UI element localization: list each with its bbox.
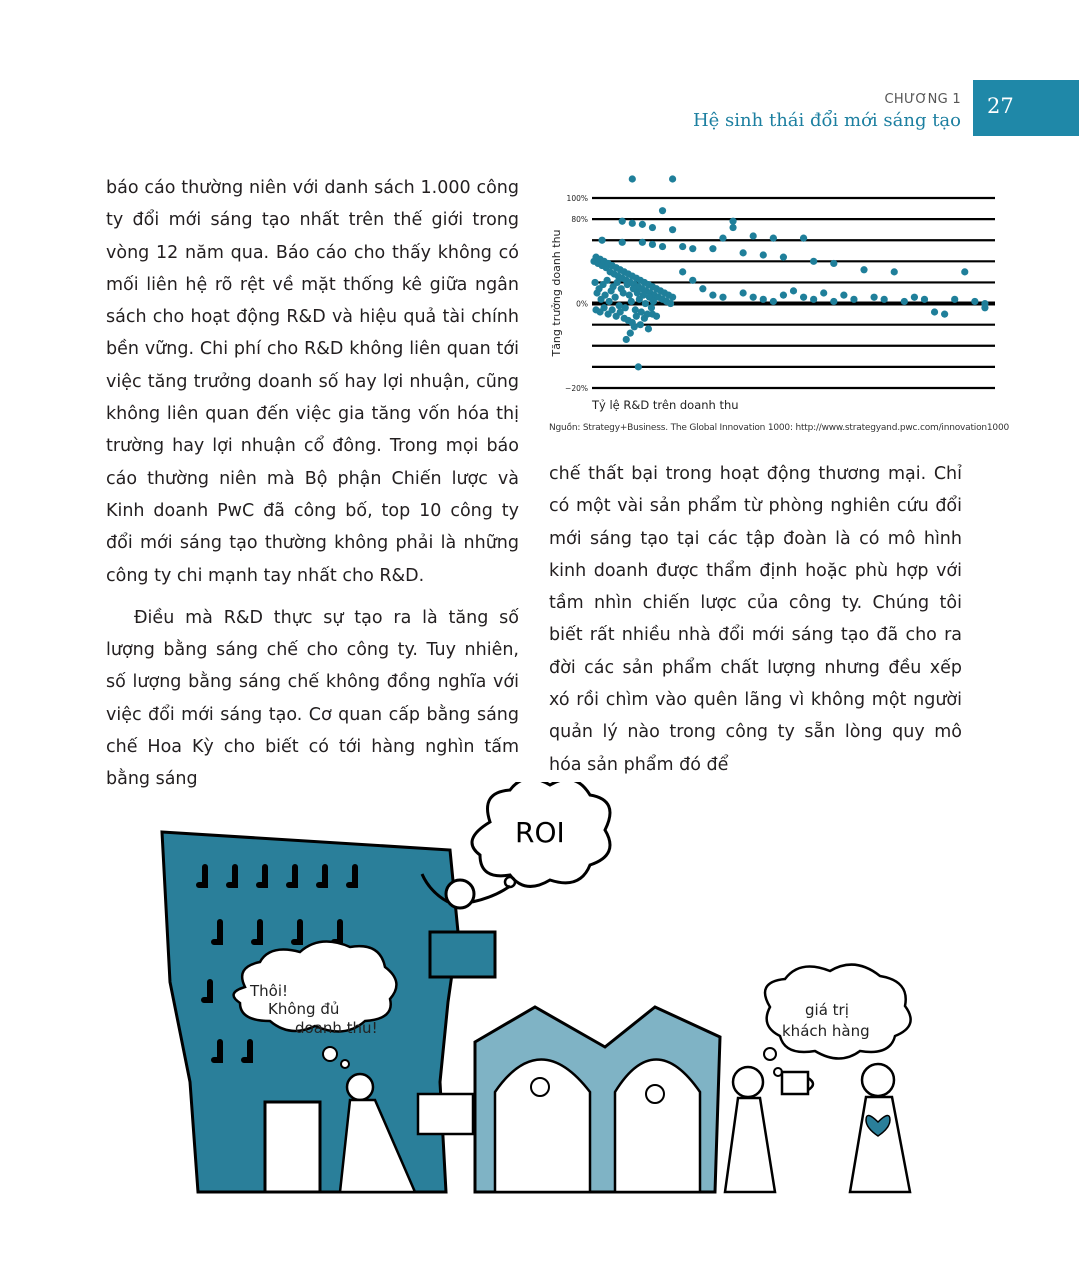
data-point [641,315,648,322]
data-point [635,363,642,370]
data-point [830,260,837,267]
data-point [667,300,674,307]
tent-arch-right [615,1060,700,1193]
page-number-tab [973,80,1079,136]
y-tick-label: 0% [576,299,588,309]
cloud-right-line2: khách hàng [782,1022,870,1040]
data-point [645,325,652,332]
roof-box [430,932,495,977]
data-point [719,294,726,301]
data-point [609,306,616,313]
data-point [614,279,621,286]
chapter-title: Hệ sinh thái đổi mới sáng tạo [692,110,961,131]
data-point [760,296,767,303]
y-tick-label: 100% [566,194,588,203]
data-point [642,300,649,307]
data-point [612,294,619,301]
data-point [648,304,655,311]
data-point [699,285,706,292]
data-point [639,221,646,228]
data-point [709,292,716,299]
data-point [628,298,635,305]
data-point [719,235,726,242]
data-point [709,245,716,252]
paragraph: chế thất bại trong hoạt động thương mại. Chỉ có một vài sản phẩm từ phòng nghiên cứu đổi mới sáng tạo tại các tập đoàn là có mô hình kinh doanh được thẩm định hoặc phù hợp với tầm nhìn chiến lược của công ty. Chúng tôi biết rất nhiều nhà đổi mới sáng tạo đã cho ra đời các sản phẩm chất lượng nhưng đều xếp xó rồi chìm vào quên lãng vì không một người quản lý nào trong công ty sẵn lòng quy mô hóa sản phẩm đó để [549,464,962,775]
data-point [881,296,888,303]
data-point [729,218,736,225]
data-point [633,313,640,320]
carried-box [418,1094,473,1134]
cloud-dot [505,877,515,887]
data-point [800,235,807,242]
data-point [689,277,696,284]
data-point [617,308,624,315]
data-point [619,239,626,246]
cloud-dot [764,1048,776,1060]
data-point [631,323,638,330]
y-tick-label: −20% [565,384,588,393]
data-point [639,239,646,246]
data-point [780,292,787,299]
figure-body [850,1097,910,1192]
cloud-dot [341,1060,349,1068]
data-point [850,296,857,303]
cloud-left-line2: Không đủ [268,1000,340,1018]
data-point [729,224,736,231]
data-point [623,336,630,343]
data-point [679,268,686,275]
cloud-roi-text: ROI [515,816,565,849]
cloud-right-line1: giá trị [805,1001,849,1019]
x-axis-label: Tỷ lệ R&D trên doanh thu [592,398,739,412]
scatter-chart-svg [548,172,998,442]
cup-icon [782,1072,813,1094]
data-point [810,296,817,303]
body-column-right [549,458,962,781]
data-point [650,298,657,305]
data-point [601,292,608,299]
data-point [598,237,605,244]
building-door [265,1102,320,1192]
data-point [740,289,747,296]
cloud-dot [323,1047,337,1061]
data-point [629,220,636,227]
data-point [830,298,837,305]
data-point [931,308,938,315]
data-point [606,298,613,305]
data-point [591,279,598,286]
page-number: 27 [987,94,1014,118]
figure-head [347,1074,373,1100]
data-point [679,243,686,250]
data-point [624,281,631,288]
data-point [800,294,807,301]
data-point [901,298,908,305]
data-point [629,175,636,182]
figure-head [862,1064,894,1096]
data-point [770,298,777,305]
data-point [941,311,948,318]
cloud-left-line1: Thôi! [250,982,289,1000]
body-column-left [106,172,519,796]
data-point [750,294,757,301]
data-point [649,241,656,248]
data-point [627,330,634,337]
data-point [780,254,787,261]
data-point [971,298,978,305]
data-point [961,268,968,275]
data-point [669,175,676,182]
data-point [820,289,827,296]
data-point [921,296,928,303]
y-axis-label: Tăng trưởng doanh thu [550,229,563,357]
data-point [653,313,660,320]
data-point [911,294,918,301]
data-point [840,292,847,299]
data-point [770,235,777,242]
cloud-left-line3: doanh thu! [295,1019,378,1037]
data-point [669,294,676,301]
data-point [810,258,817,265]
data-point [659,207,666,214]
y-tick-label: 80% [571,215,588,225]
lightbulb-icon [646,1085,664,1103]
data-point [891,268,898,275]
chart-source: Nguồn: Strategy+Business. The Global Innovation 1000: http://www.strategyand.pwc.com/innovation1000 [549,423,1009,433]
data-point [669,226,676,233]
chapter-label: CHƯƠNG 1 [884,92,961,107]
data-point [689,245,696,252]
figure-body [725,1098,775,1192]
data-point [981,304,988,311]
data-point [604,277,611,284]
data-point [626,292,633,299]
data-point [871,294,878,301]
data-point [649,224,656,231]
data-point [659,243,666,250]
lightbulb-icon [531,1078,549,1096]
data-point [760,251,767,258]
data-point [619,218,626,225]
illustration [150,782,980,1202]
paragraph: báo cáo thường niên với danh sách 1.000 công ty đổi mới sáng tạo nhất trên thế giới trong vòng 12 năm qua. Báo cáo cho thấy không có mối liên hệ rõ rệt về mặt thống kê giữa ngân sách cho hoạt động R&D và hiệu quả tài chính bền vững. Chi phí cho R&D không liên quan tới việc tăng trưởng doanh số hay lợi nhuận, cũng không liên quan đến việc gia tăng vốn hóa thị trường hay lợi nhuận cổ đông. Trong mọi báo cáo thường niên mà Bộ phận Chiến lược và Kinh doanh PwC đã công bố, top 10 công ty đổi mới sáng tạo thường không phải là những công ty chi mạnh tay nhất cho R&D. [106,178,519,586]
figure-head [446,880,474,908]
data-point [750,232,757,239]
scatter-chart [548,172,998,442]
data-point [951,296,958,303]
data-point [740,249,747,256]
figure-head [733,1067,763,1097]
data-point [860,266,867,273]
data-point [790,287,797,294]
data-point [600,304,607,311]
paragraph: Điều mà R&D thực sự tạo ra là tăng số lượng bằng sáng chế cho công ty. Tuy nhiên, số lượng bằng sáng chế không đồng nghĩa với việc đổi mới sáng tạo. Cơ quan cấp bằng sáng chế Hoa Kỳ cho biết có tới hàng nghìn tấm bằng sáng [106,607,519,790]
